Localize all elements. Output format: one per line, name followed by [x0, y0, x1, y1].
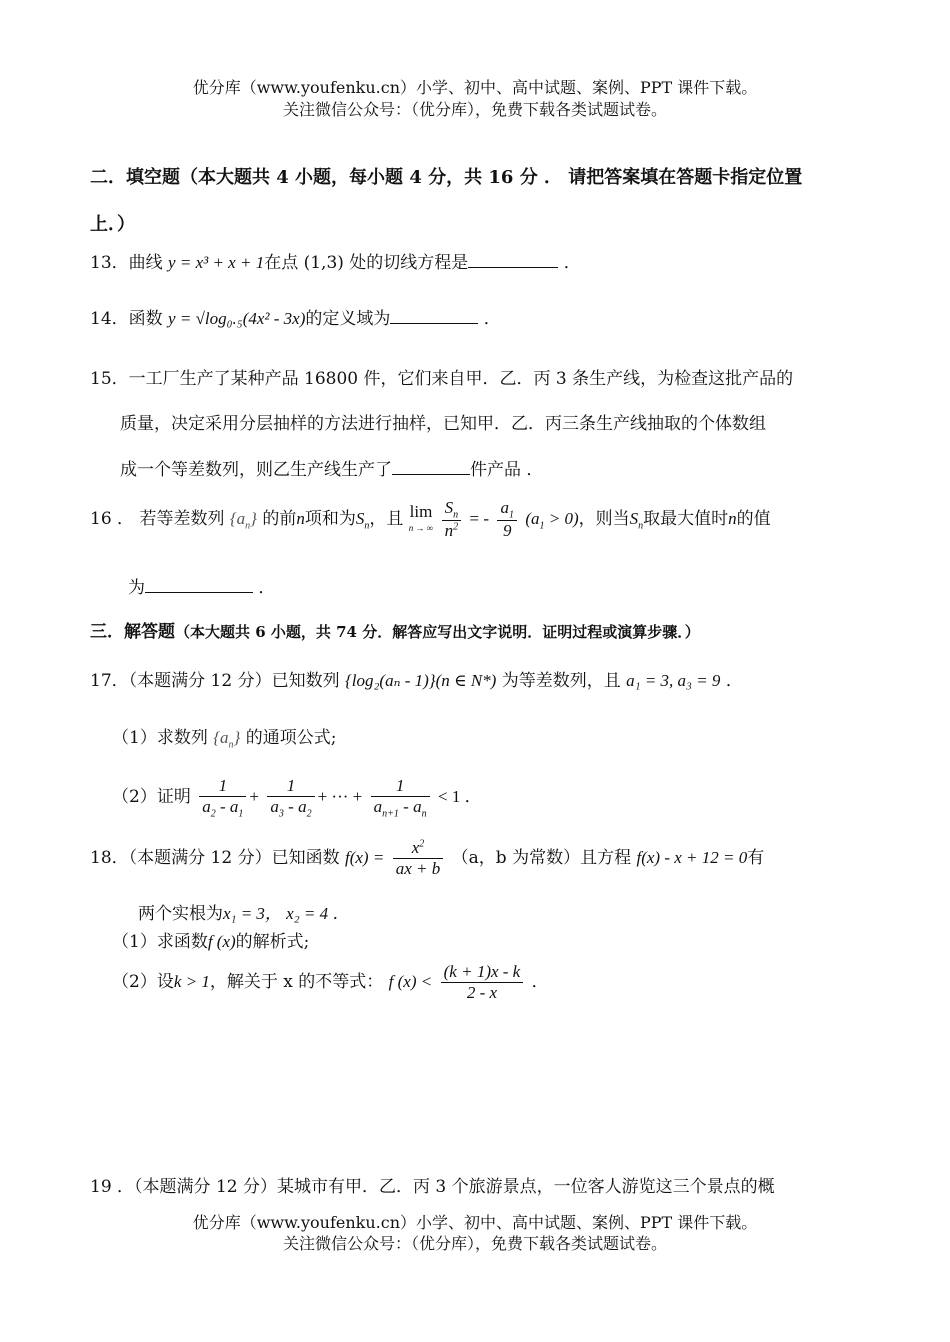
q18-note: （a，b 为常数）且方程 [451, 848, 632, 868]
section-2-title: 二．填空题（本大题共 4 小题，每小题 4 分，共 16 分 ． 请把答案填在答题卡指定位置 [90, 167, 803, 188]
q17-p1a: （1）求数列 [112, 728, 208, 748]
q16-l2b: ． [258, 578, 276, 598]
q15-line-3 [120, 455, 543, 480]
question-16: 16 ． 若等差数列 $\{a_n\}$ 的前n项和为$S_n$，且 lim n → ∞ $\frac{S_n}{n^2}$ = - $\frac{a_1}{9}$ $(a_1 > 0)$，则当$S_n$取最大值时n的值 [90, 498, 771, 541]
question-18: 18．（本题满分 12 分）已知函数 f(x) = $\frac{x^2}{ax + b}$ （a，b 为常数）且方程 f(x) - x + 12 = 0有 [90, 838, 765, 878]
q18-p2: （2）设 [112, 972, 174, 992]
q13-pre: 曲线 [128, 253, 163, 273]
q16-t3: 项和为 [304, 509, 356, 530]
footer-line-2: 关注微信公众号：（优分库），免费下载各类试题试卷。 [282, 1234, 667, 1253]
q16-line-2 [128, 573, 275, 598]
q16-t6: 取最大值时 [643, 509, 729, 530]
q17-p2: （2）证明 [112, 787, 191, 808]
q18-pre: （本题满分 12 分）已知函数 [128, 848, 340, 868]
q14-mid: 的定义域为 [305, 309, 391, 329]
q16-l2a: 为 [128, 578, 145, 598]
q17-formula: {log₂(aₙ - 1)}(n ∈ N*) [345, 671, 497, 690]
q14-answer-blank[interactable] [390, 307, 478, 324]
question-17 [90, 659, 743, 691]
q17-number: 17． [90, 671, 129, 691]
q16-number: 16 ． [90, 509, 135, 530]
question-13 [90, 248, 581, 273]
q17-fraction-2: $\frac{1}{a_3 - a_2}$ [267, 776, 314, 819]
q18-inequality-fraction: $\frac{(k + 1)x - k}{2 - x}$ [441, 962, 524, 1003]
q14-pre: 函数 [128, 309, 163, 329]
q18-part-1: （1）求函数f (x)的解析式; [112, 932, 310, 952]
header-line-1: 优分库（www.youfenku.cn）小学、初中、高中试题、案例、PPT 课件下载。 [192, 78, 758, 97]
q18-p2end: ． [531, 972, 549, 992]
q18-p1: （1）求函数 [112, 932, 208, 952]
q18-roots: x₁ = 3， x₂ = 4 ． [223, 904, 350, 923]
q14-formula: y = √log₀.₅(4x² - 3x) [168, 309, 306, 328]
q18-end: 有 [747, 848, 765, 868]
q16-fraction: $\frac{S_n}{n^2}$ [442, 498, 462, 541]
q17-part-2: （2）证明 $\frac{1}{a_2 - a_1}$ + $\frac{1}{a_3 - a_2}$ + ··· + $\frac{1}{a_{n+1} - a_n}$ < 1 ． [112, 776, 482, 820]
q17-fraction-1: $\frac{1}{a_2 - a_1}$ [199, 776, 246, 819]
q15-line-2: 质量，决定采用分层抽样的方法进行抽样，已知甲．乙．丙三条生产线抽取的个体数组 [120, 414, 766, 434]
q17-pre: （本题满分 12 分）已知数列 [128, 671, 340, 691]
q17-p2-end: < 1 ． [437, 787, 482, 807]
q14-end: ． [483, 309, 501, 329]
q17-end: ． [725, 671, 743, 691]
q16-t5: ，则当 [578, 509, 630, 530]
q18-line-2 [138, 899, 349, 924]
section-3-heading: 三．解答题 [90, 622, 175, 642]
q15-line-3-b: 件产品 ． [470, 460, 544, 480]
q13-formula: y = x³ + x + 1 [168, 253, 265, 272]
q18-number: 18． [90, 848, 129, 868]
q16-t4: ，且 [369, 509, 404, 530]
q17-condition: a₁ = 3, a₃ = 9 [626, 671, 721, 690]
q18-l2: 两个实根为 [138, 904, 223, 924]
header-line-2: 关注微信公众号：（优分库），免费下载各类试题试卷。 [282, 100, 667, 119]
q18-p2k: k > 1 [173, 972, 210, 991]
section-3-title [90, 617, 700, 642]
q16-t7: 的值 [736, 509, 771, 530]
q13-number: 13． [90, 253, 129, 273]
section-2-title-cont: 上．） [90, 214, 135, 235]
q16-t1: 若等差数列 [139, 509, 225, 530]
q18-p2b: ，解关于 x 的不等式： [209, 972, 384, 992]
q13-mid: 在点 (1,3) 处的切线方程是 [264, 253, 469, 273]
q17-p1b: 的通项公式; [245, 728, 337, 748]
q13-answer-blank[interactable] [468, 251, 558, 268]
section-3-note: （本大题共 6 小题，共 74 分．解答应写出文字说明．证明过程或演算步骤．） [175, 623, 700, 641]
q19-line-1: 19 ．（本题满分 12 分）某城市有甲．乙．丙 3 个旅游景点，一位客人游览这三个景点的概 [90, 1177, 775, 1197]
q18-equation: f(x) - x + 12 = 0 [636, 848, 748, 867]
q18-p1b: 的解析式; [235, 932, 310, 952]
q17-part-1: （1）求数列 $\{a_n\}$ 的通项公式; [112, 728, 337, 751]
q16-t2: 的前 [262, 509, 297, 530]
question-14 [90, 295, 501, 329]
q18-fraction: $\frac{x^2}{ax + b}$ [393, 838, 444, 879]
q18-part-2: （2）设k > 1，解关于 x 的不等式： f (x) < $\frac{(k + 1)x - k}{2 - x}$ ． [112, 962, 549, 1002]
q15-line-3-a: 成一个等差数列，则乙生产线生产了 [120, 460, 392, 480]
footer-line-1: 优分库（www.youfenku.cn）小学、初中、高中试题、案例、PPT 课件下载。 [192, 1213, 758, 1232]
q16-answer-blank[interactable] [145, 576, 253, 593]
q15-line-1: 15．一工厂生产了某种产品 16800 件，它们来自甲．乙．丙 3 条生产线，为检查这批产品的 [90, 369, 794, 389]
q14-number: 14． [90, 309, 129, 329]
q16-fraction-a1: $\frac{a_1}{9}$ [497, 498, 517, 541]
q17-mid: 为等差数列，且 [501, 671, 621, 691]
q17-fraction-n: $\frac{1}{a_{n+1} - a_n}$ [371, 776, 430, 819]
q15-answer-blank[interactable] [392, 458, 470, 475]
q16-limit: lim n → ∞ [408, 501, 434, 533]
q13-end: ． [563, 253, 581, 273]
